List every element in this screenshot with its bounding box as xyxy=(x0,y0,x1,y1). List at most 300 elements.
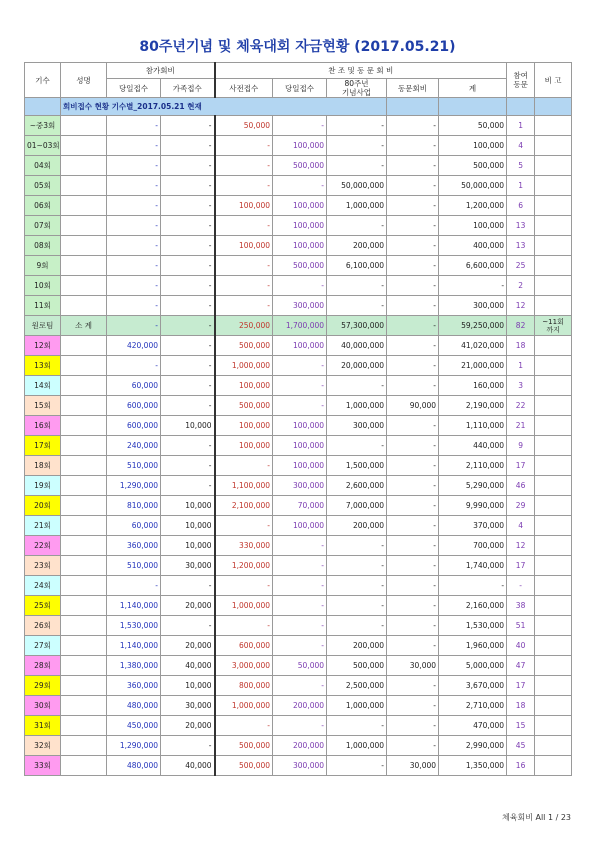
name-cell xyxy=(61,676,107,696)
anniv-cell: - xyxy=(327,276,387,296)
note-cell xyxy=(535,256,572,276)
note-cell xyxy=(535,436,572,456)
name-cell xyxy=(61,196,107,216)
gen-cell: 32회 xyxy=(25,736,61,756)
alumni-cell: - xyxy=(387,136,439,156)
header-note: 비 고 xyxy=(535,63,572,98)
pre-cell: - xyxy=(215,136,273,156)
gen-cell: 04회 xyxy=(25,156,61,176)
attend-cell: 25 xyxy=(507,256,535,276)
alumni-cell: - xyxy=(387,696,439,716)
alumni-cell: - xyxy=(387,556,439,576)
table-row xyxy=(25,476,572,496)
alumni-cell: - xyxy=(387,456,439,476)
pre-cell: 330,000 xyxy=(215,536,273,556)
gen-cell: 28회 xyxy=(25,656,61,676)
fee-day-cell: 450,000 xyxy=(107,716,161,736)
gen-cell: 9회 xyxy=(25,256,61,276)
pre-cell: - xyxy=(215,256,273,276)
total-cell: 1,530,000 xyxy=(439,616,507,636)
note-cell xyxy=(535,636,572,656)
note-cell xyxy=(535,716,572,736)
name-cell xyxy=(61,336,107,356)
total-cell: 1,350,000 xyxy=(439,756,507,776)
gen-cell: 30회 xyxy=(25,696,61,716)
total-cell: 470,000 xyxy=(439,716,507,736)
table-row xyxy=(25,596,572,616)
attend-cell: 1 xyxy=(507,116,535,136)
fee-family-cell: - xyxy=(161,476,215,496)
table-row xyxy=(25,236,572,256)
name-cell xyxy=(61,756,107,776)
note-cell xyxy=(535,736,572,756)
day-cell: - xyxy=(273,596,327,616)
day-cell: - xyxy=(273,576,327,596)
day-cell: 100,000 xyxy=(273,136,327,156)
note-cell xyxy=(535,176,572,196)
fee-family-cell: - xyxy=(161,316,215,336)
fee-day-cell: - xyxy=(107,176,161,196)
header-pre: 사전접수 xyxy=(215,79,273,98)
banner-spacer xyxy=(535,98,572,116)
table-row xyxy=(25,136,572,156)
pre-cell: 1,200,000 xyxy=(215,556,273,576)
gen-cell: 22회 xyxy=(25,536,61,556)
note-cell xyxy=(535,576,572,596)
pre-cell: - xyxy=(215,576,273,596)
gen-cell: 17회 xyxy=(25,436,61,456)
gen-cell: 11회 xyxy=(25,296,61,316)
attend-cell: 3 xyxy=(507,376,535,396)
table-row xyxy=(25,536,572,556)
pre-cell: 3,000,000 xyxy=(215,656,273,676)
anniv-cell: - xyxy=(327,596,387,616)
fee-day-cell: - xyxy=(107,136,161,156)
day-cell: 300,000 xyxy=(273,476,327,496)
attend-cell: 13 xyxy=(507,216,535,236)
table-row xyxy=(25,616,572,636)
name-cell xyxy=(61,736,107,756)
anniv-cell: 2,600,000 xyxy=(327,476,387,496)
header-total: 계 xyxy=(439,79,507,98)
pre-cell: - xyxy=(215,516,273,536)
fee-day-cell: 510,000 xyxy=(107,556,161,576)
fee-family-cell: 20,000 xyxy=(161,596,215,616)
name-cell xyxy=(61,216,107,236)
anniv-cell: - xyxy=(327,716,387,736)
day-cell: - xyxy=(273,676,327,696)
pre-cell: 2,100,000 xyxy=(215,496,273,516)
table-row xyxy=(25,176,572,196)
table-row xyxy=(25,576,572,596)
fee-day-cell: 1,290,000 xyxy=(107,736,161,756)
note-cell xyxy=(535,556,572,576)
day-cell: - xyxy=(273,556,327,576)
table-row xyxy=(25,336,572,356)
day-cell: 100,000 xyxy=(273,436,327,456)
day-cell: - xyxy=(273,176,327,196)
pre-cell: 500,000 xyxy=(215,396,273,416)
gen-cell: ~중3회 xyxy=(25,116,61,136)
name-cell xyxy=(61,476,107,496)
banner-spacer xyxy=(25,98,61,116)
table-row xyxy=(25,216,572,236)
alumni-cell: - xyxy=(387,436,439,456)
note-cell: ~11회 까지 xyxy=(535,316,572,336)
day-cell: 300,000 xyxy=(273,296,327,316)
pre-cell: 800,000 xyxy=(215,676,273,696)
gen-cell: 12회 xyxy=(25,336,61,356)
fee-day-cell: - xyxy=(107,196,161,216)
total-cell: 21,000,000 xyxy=(439,356,507,376)
fee-family-cell: - xyxy=(161,256,215,276)
page-title: 80주년기념 및 체육대회 자금현황 (2017.05.21) xyxy=(139,39,456,55)
table-row xyxy=(25,716,572,736)
pre-cell: 500,000 xyxy=(215,336,273,356)
fee-day-cell: - xyxy=(107,256,161,276)
gen-cell: 19회 xyxy=(25,476,61,496)
note-cell xyxy=(535,756,572,776)
table-row xyxy=(25,396,572,416)
fee-family-cell: 30,000 xyxy=(161,696,215,716)
day-cell: 100,000 xyxy=(273,336,327,356)
total-cell: 300,000 xyxy=(439,296,507,316)
fee-day-cell: 60,000 xyxy=(107,516,161,536)
day-cell: 200,000 xyxy=(273,696,327,716)
anniv-cell: 1,000,000 xyxy=(327,396,387,416)
table-row xyxy=(25,456,572,476)
fee-family-cell: - xyxy=(161,156,215,176)
name-cell xyxy=(61,556,107,576)
attend-cell: 47 xyxy=(507,656,535,676)
day-cell: - xyxy=(273,276,327,296)
total-cell: 5,290,000 xyxy=(439,476,507,496)
day-cell: 100,000 xyxy=(273,236,327,256)
gen-cell: 01~03회 xyxy=(25,136,61,156)
alumni-cell: - xyxy=(387,256,439,276)
fee-day-cell: 1,140,000 xyxy=(107,636,161,656)
note-cell xyxy=(535,536,572,556)
fee-family-cell: - xyxy=(161,576,215,596)
fee-day-cell: - xyxy=(107,316,161,336)
note-cell xyxy=(535,216,572,236)
pre-cell: 100,000 xyxy=(215,436,273,456)
day-cell: - xyxy=(273,636,327,656)
note-cell xyxy=(535,336,572,356)
fee-day-cell: - xyxy=(107,276,161,296)
alumni-cell: - xyxy=(387,296,439,316)
pre-cell: 1,000,000 xyxy=(215,356,273,376)
note-cell xyxy=(535,296,572,316)
total-cell: 59,250,000 xyxy=(439,316,507,336)
table-row xyxy=(25,636,572,656)
note-cell xyxy=(535,236,572,256)
fee-family-cell: - xyxy=(161,236,215,256)
fee-family-cell: - xyxy=(161,336,215,356)
table-row xyxy=(25,756,572,776)
attend-cell: - xyxy=(507,576,535,596)
attend-cell: 12 xyxy=(507,296,535,316)
attend-cell: 40 xyxy=(507,636,535,656)
table-row xyxy=(25,376,572,396)
pre-cell: 1,100,000 xyxy=(215,476,273,496)
alumni-cell: - xyxy=(387,736,439,756)
attend-cell: 4 xyxy=(507,136,535,156)
alumni-cell: - xyxy=(387,376,439,396)
table-row xyxy=(25,256,572,276)
total-cell: 440,000 xyxy=(439,436,507,456)
anniv-cell: - xyxy=(327,756,387,776)
day-cell: 500,000 xyxy=(273,156,327,176)
name-cell xyxy=(61,356,107,376)
day-cell: - xyxy=(273,116,327,136)
fee-family-cell: 10,000 xyxy=(161,416,215,436)
total-cell: 9,990,000 xyxy=(439,496,507,516)
header-fee-family: 가족접수 xyxy=(161,79,215,98)
fee-family-cell: - xyxy=(161,616,215,636)
day-cell: - xyxy=(273,396,327,416)
table-row xyxy=(25,196,572,216)
pre-cell: - xyxy=(215,296,273,316)
anniv-cell: - xyxy=(327,116,387,136)
pre-cell: 100,000 xyxy=(215,416,273,436)
total-cell: 2,190,000 xyxy=(439,396,507,416)
note-cell xyxy=(535,516,572,536)
day-cell: 50,000 xyxy=(273,656,327,676)
table-row xyxy=(25,676,572,696)
anniv-cell: - xyxy=(327,616,387,636)
pre-cell: 1,000,000 xyxy=(215,596,273,616)
note-cell xyxy=(535,596,572,616)
fee-day-cell: - xyxy=(107,576,161,596)
alumni-cell: - xyxy=(387,116,439,136)
day-cell: 1,700,000 xyxy=(273,316,327,336)
alumni-cell: - xyxy=(387,156,439,176)
attend-cell: 2 xyxy=(507,276,535,296)
total-cell: 50,000 xyxy=(439,116,507,136)
fee-day-cell: - xyxy=(107,236,161,256)
note-cell xyxy=(535,156,572,176)
table-row xyxy=(25,556,572,576)
note-cell xyxy=(535,456,572,476)
alumni-cell: 30,000 xyxy=(387,656,439,676)
anniv-cell: - xyxy=(327,216,387,236)
name-cell xyxy=(61,296,107,316)
note-cell xyxy=(535,616,572,636)
total-cell: 1,960,000 xyxy=(439,636,507,656)
attend-cell: 9 xyxy=(507,436,535,456)
gen-cell: 27회 xyxy=(25,636,61,656)
total-cell: 41,020,000 xyxy=(439,336,507,356)
banner-spacer xyxy=(439,98,507,116)
pre-cell: - xyxy=(215,276,273,296)
note-cell xyxy=(535,476,572,496)
fee-day-cell: 240,000 xyxy=(107,436,161,456)
fee-day-cell: 600,000 xyxy=(107,416,161,436)
attend-cell: 12 xyxy=(507,536,535,556)
day-cell: - xyxy=(273,616,327,636)
name-cell xyxy=(61,396,107,416)
pre-cell: - xyxy=(215,176,273,196)
pre-cell: 250,000 xyxy=(215,316,273,336)
alumni-cell: - xyxy=(387,336,439,356)
anniv-cell: 50,000,000 xyxy=(327,176,387,196)
day-cell: 100,000 xyxy=(273,516,327,536)
attend-cell: 16 xyxy=(507,756,535,776)
total-cell: 1,110,000 xyxy=(439,416,507,436)
attend-cell: 22 xyxy=(507,396,535,416)
day-cell: - xyxy=(273,716,327,736)
name-cell xyxy=(61,276,107,296)
gen-cell: 07회 xyxy=(25,216,61,236)
fee-day-cell: - xyxy=(107,156,161,176)
fee-day-cell: - xyxy=(107,116,161,136)
pre-cell: - xyxy=(215,616,273,636)
gen-cell: 20회 xyxy=(25,496,61,516)
total-cell: 100,000 xyxy=(439,136,507,156)
name-cell xyxy=(61,516,107,536)
fee-family-cell: - xyxy=(161,196,215,216)
fee-day-cell: 1,290,000 xyxy=(107,476,161,496)
attend-cell: 17 xyxy=(507,676,535,696)
day-cell: - xyxy=(273,356,327,376)
attend-cell: 38 xyxy=(507,596,535,616)
name-cell xyxy=(61,636,107,656)
note-cell xyxy=(535,116,572,136)
fee-family-cell: - xyxy=(161,376,215,396)
alumni-cell: - xyxy=(387,236,439,256)
alumni-cell: 90,000 xyxy=(387,396,439,416)
total-cell: 1,740,000 xyxy=(439,556,507,576)
total-cell: 1,200,000 xyxy=(439,196,507,216)
pre-cell: 500,000 xyxy=(215,736,273,756)
pre-cell: - xyxy=(215,716,273,736)
pre-cell: 100,000 xyxy=(215,236,273,256)
gen-cell: 25회 xyxy=(25,596,61,616)
fee-family-cell: - xyxy=(161,136,215,156)
note-cell xyxy=(535,496,572,516)
total-cell: 5,000,000 xyxy=(439,656,507,676)
note-cell xyxy=(535,416,572,436)
pre-cell: 1,000,000 xyxy=(215,696,273,716)
alumni-cell: - xyxy=(387,196,439,216)
gen-cell: 21회 xyxy=(25,516,61,536)
fee-day-cell: 360,000 xyxy=(107,536,161,556)
attend-cell: 18 xyxy=(507,336,535,356)
attend-cell: 51 xyxy=(507,616,535,636)
name-cell xyxy=(61,376,107,396)
name-cell xyxy=(61,696,107,716)
attend-cell: 29 xyxy=(507,496,535,516)
anniv-cell: - xyxy=(327,376,387,396)
header-group-fee: 참가회비 xyxy=(107,63,215,79)
anniv-cell: 40,000,000 xyxy=(327,336,387,356)
alumni-cell: - xyxy=(387,596,439,616)
fee-family-cell: 10,000 xyxy=(161,676,215,696)
gen-cell: 05회 xyxy=(25,176,61,196)
pre-cell: 50,000 xyxy=(215,116,273,136)
note-cell xyxy=(535,676,572,696)
fee-family-cell: - xyxy=(161,436,215,456)
fee-family-cell: 10,000 xyxy=(161,516,215,536)
subtotal-row xyxy=(25,316,572,336)
anniv-cell: 200,000 xyxy=(327,236,387,256)
name-cell xyxy=(61,656,107,676)
fee-family-cell: - xyxy=(161,116,215,136)
anniv-cell: - xyxy=(327,296,387,316)
note-cell xyxy=(535,276,572,296)
fee-family-cell: 10,000 xyxy=(161,496,215,516)
total-cell: 50,000,000 xyxy=(439,176,507,196)
total-cell: 6,600,000 xyxy=(439,256,507,276)
fee-family-cell: 20,000 xyxy=(161,716,215,736)
alumni-cell: - xyxy=(387,216,439,236)
fee-family-cell: - xyxy=(161,456,215,476)
note-cell xyxy=(535,196,572,216)
name-cell xyxy=(61,456,107,476)
fee-family-cell: 20,000 xyxy=(161,636,215,656)
table-row xyxy=(25,276,572,296)
fee-family-cell: - xyxy=(161,276,215,296)
attend-cell: 5 xyxy=(507,156,535,176)
day-cell: 100,000 xyxy=(273,196,327,216)
note-cell xyxy=(535,696,572,716)
anniv-cell: - xyxy=(327,136,387,156)
table-row xyxy=(25,436,572,456)
fee-day-cell: 1,140,000 xyxy=(107,596,161,616)
attend-cell: 1 xyxy=(507,176,535,196)
day-cell: 500,000 xyxy=(273,256,327,276)
alumni-cell: - xyxy=(387,276,439,296)
attend-cell: 45 xyxy=(507,736,535,756)
total-cell: 370,000 xyxy=(439,516,507,536)
alumni-cell: - xyxy=(387,636,439,656)
gen-cell: 08회 xyxy=(25,236,61,256)
day-cell: 200,000 xyxy=(273,736,327,756)
attend-cell: 21 xyxy=(507,416,535,436)
anniv-cell: 200,000 xyxy=(327,636,387,656)
attend-cell: 13 xyxy=(507,236,535,256)
day-cell: 100,000 xyxy=(273,416,327,436)
fee-day-cell: 810,000 xyxy=(107,496,161,516)
table-row xyxy=(25,116,572,136)
name-cell xyxy=(61,416,107,436)
attend-cell: 46 xyxy=(507,476,535,496)
pre-cell: 100,000 xyxy=(215,376,273,396)
table-row xyxy=(25,516,572,536)
anniv-cell: 200,000 xyxy=(327,516,387,536)
total-cell: 100,000 xyxy=(439,216,507,236)
table-row xyxy=(25,156,572,176)
alumni-cell: 30,000 xyxy=(387,756,439,776)
name-cell xyxy=(61,596,107,616)
fee-day-cell: - xyxy=(107,216,161,236)
attend-cell: 18 xyxy=(507,696,535,716)
anniv-cell: 300,000 xyxy=(327,416,387,436)
total-cell: - xyxy=(439,576,507,596)
name-cell xyxy=(61,436,107,456)
table-row xyxy=(25,496,572,516)
anniv-cell: 20,000,000 xyxy=(327,356,387,376)
header-day: 당일접수 xyxy=(273,79,327,98)
day-cell: 100,000 xyxy=(273,456,327,476)
alumni-cell: - xyxy=(387,496,439,516)
fee-day-cell: 480,000 xyxy=(107,696,161,716)
header-anniv: 80주년 기념사업 xyxy=(327,79,387,98)
total-cell: 700,000 xyxy=(439,536,507,556)
attend-cell: 4 xyxy=(507,516,535,536)
note-cell xyxy=(535,136,572,156)
